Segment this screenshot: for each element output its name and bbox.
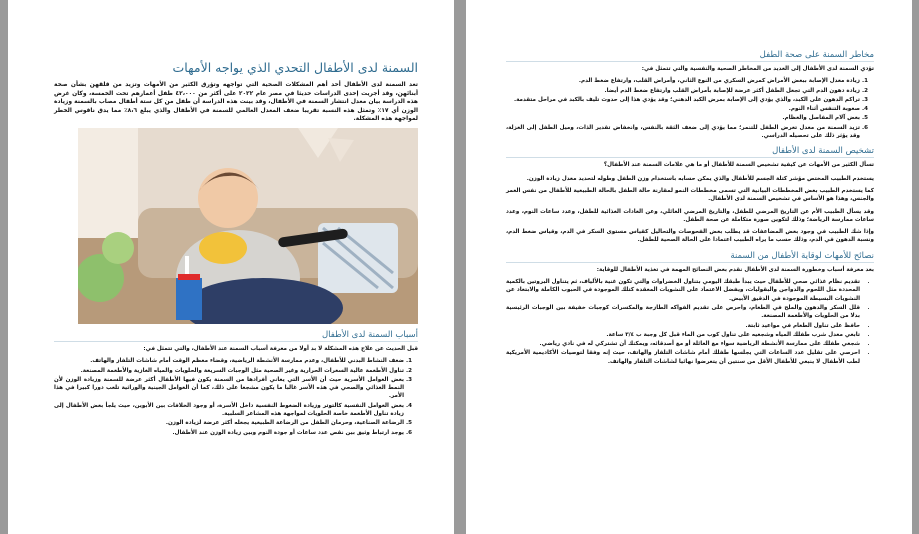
- cause-item: 2. تناول الأطعمة عالية السعرات الحرارية وغير الصحية مثل الوجبات السريعة والحلويات والمياه الغازية والأطعمة المصنعة.: [54, 367, 404, 375]
- risk-item: 6. تزيد السمنة من معدل تعرض الطفل للتنمر؛ مما يؤدي إلى ضعف الثقة بالنفس، وانخفاض تقدير الذات، وميل الطفل إلى العزلة، وقد يؤثر ذلك على تحصيله الدراسي.: [506, 124, 860, 141]
- diagnosis-paragraph: وإذا شك الطبيب في وجود بعض المضاعفات قد يطلب بعض الفحوصات والتحاليل كقياس مستوى السكر في الدم، وقياس ضغط الدم، ونسبة الدهون في الدم، وذلك حسب ما يراه الطبيب اعتمادا على الحالة الصحية للطفل.: [506, 229, 874, 244]
- photo-illustration: [78, 128, 418, 324]
- tip-item: • حافظ على تناول الطعام في مواعيد ثابتة.: [506, 322, 860, 330]
- risks-list: [506, 77, 874, 140]
- risk-item: 4. صعوبة التنفس أثناء النوم.: [506, 105, 860, 113]
- cause-item: 5. الرضاعة الصناعية، وحرمان الطفل من الرضاعة الطبيعية يجعله أكثر عرضة لزيادة الوزن.: [54, 419, 404, 427]
- tips-heading: نصائح للأمهات لوقاية الأطفال من السمنة: [506, 251, 874, 263]
- risk-item: 1. زيادة معدل الإصابة ببعض الأمراض كمرض السكري من النوع الثاني، وأمراض القلب، وارتفاع ضغط الدم.: [506, 77, 860, 85]
- risks-heading: مخاطر السمنة على صحة الطفل: [506, 50, 874, 62]
- risks-intro: تؤدي السمنة لدى الأطفال إلى العديد من المخاطر الصحية والنفسية والتي تتمثل في:: [641, 66, 874, 72]
- diagnosis-question: تسأل الكثير من الأمهات عن كيفية تشخيص السمنة للأطفال أو ما هي علامات السمنة عند الأطفال؟: [603, 162, 874, 169]
- right-page: [466, 0, 912, 534]
- tip-item: • تقديم نظام غذائي صحي للأطفال حيث يبدأ طبقك اليومي بتناول الخضراوات والتي تكون غنية بالألياف، ثم يتناول البروتين بالكمية المحددة مثل اللحوم والدواجن والبقوليات، ويفضل الاعتماد على النشويات المعقدة كتلك الموجودة في الحبوب الكاملة والابتعاد عن النشويات البسيطة الموجودة في الدقيق الأبيض.: [506, 278, 860, 303]
- cause-item: 4. بعض العوامل النفسية كالتوتر وزيادة الضغوط النفسية داخل الأسرة، أو وجود الخلافات بين الأبوين، حيث يلجأ بعض الأطفال إلى زيادة تناول الأطعمة خاصة الحلويات لمواجهة هذه المشاعر السلبية.: [54, 402, 404, 419]
- cause-item: 6. يوجد ارتباط وثيق بين نقص عدد ساعات أو جودة النوم وبين زيادة الوزن عند الأطفال.: [54, 429, 404, 437]
- tip-item: • قلل السكر والدهون والملح في الطعام، واحرص على تقديم الفواكه الطازجة والمكسرات كوجبات خفيفة بين الوجبات الرئيسية بدلا من الحلويات والأطعمة المصنعة.: [506, 304, 860, 321]
- cause-item: 1. ضعف النشاط البدني للأطفال، وعدم ممارسة الأنشطة الرياضية، وقضاء معظم الوقت أمام شاشات التلفاز والهاتف.: [54, 357, 404, 365]
- tip-item: • شجعي طفلك على ممارسة الأنشطة الرياضية سواء مع العائلة أو مع أصدقائه، ويمكنك أن تشتركي له في نادي رياضي.: [506, 340, 860, 348]
- causes-list: [54, 357, 418, 437]
- causes-intro: قبل الحديث عن علاج هذه المشكلة لا بد أولا من معرفة أسباب السمنة عند الأطفال، والتي تتمثل في:: [143, 345, 418, 352]
- cause-item: 3. بعض العوامل الأسرية حيث أن الأسر التي يعاني أفرادها من السمنة يكون فيها الأطفال أكثر عرضة للسمنة وزيادة الوزن لأن النمط الغذائي والصحي في هذه الأسر غالبا ما يكون مشجعا على ذلك، كما أن العوامل الجينية والوراثية تلعب دورا كبيرا في هذا الأمر.: [54, 376, 404, 401]
- diagnosis-paragraph: كما يستخدم الطبيب بعض المخططات البيانية التي تسمى مخططات النمو لمقارنة حالة الطفل بالحالة الطبيعية للأطفال من نفس العمر والجنس، وهذا هو الأساس في تشخيص السمنة لدى الأطفال.: [506, 187, 874, 203]
- page-title: السمنة لدى الأطفال التحدي الذي يواجه الأمهات: [172, 60, 418, 75]
- tips-list: [506, 278, 874, 366]
- risk-item: 5. بعض آلام المفاصل والعظام.: [506, 114, 860, 122]
- risk-item: 2. زيادة دهون الدم التي تجعل الطفل أكثر عرضة للإصابة بأمراض القلب وارتفاع ضغط الدم أيضا.: [506, 87, 860, 95]
- diagnosis-paragraph: يستخدم الطبيب المختص مؤشر كتلة الجسم للأطفال والذي يمكن حسابه باستخدام وزن الطفل وطوله لتحديد معدل زيادة الوزن.: [526, 175, 874, 182]
- diagnosis-heading: تشخيص السمنة لدى الأطفال: [506, 146, 874, 158]
- tip-item: • احرصي على تقليل عدد الساعات التي يجلسها طفلك أمام شاشات التلفاز والهاتف، حيث إنه وفقا لتوصيات الأكاديمية الأمريكية لطب الأطفال لا ينبغي للأطفال الأقل من سنتين أن يتعرضوا نهائيا لشاشات التلفاز والهاتف.: [506, 349, 860, 366]
- intro-paragraph: تعد السمنة لدى الأطفال أحد أهم المشكلات الصحية التي تواجهه وتؤرق الكثير من الأمهات وتزيد من قلقهن بشأن صحة أبنائهن، وقد أجريت إحدى الدراسات حديثا في مصر عام ٢٠٢٢ على أكثر من ٤٢،٠٠٠ طفل أعمارهم تحت الخمسة، وكان غرض هذه الدراسة بيان معدل انتشار السمنة في الأطفال، وقد بينت هذه الدراسة أن طفل من كل ستة أطفال مصاب بالسمنة وزيادة الوزن أي ١٧٪ وتمثل هذه النسبة تقريبا ضعف المعدل العالمي للسمنة في الأطفال والذي يبلغ ٨،٦٪ مما يدق ناقوس الخطر لمواجهة هذه المشكلة.: [54, 82, 419, 123]
- tip-item: • تابعي معدل شرب طفلك المياه وشجعيه على تناول كوب من الماء قبل كل وجبة ب ٣/٤ ساعة.: [506, 331, 860, 339]
- diagnosis-paragraph: وقد يسأل الطبيب الأم عن التاريخ المرضي للطفل، والتاريخ المرضي العائلي، وعن العادات الغذائية للطفل، وعدد ساعات النوم، وعدد ساعات ممارسة الرياضة؛ وذلك لتكوين صورة متكاملة عن صحة الطفل.: [506, 208, 874, 223]
- left-page: [8, 0, 454, 534]
- tips-intro: بعد معرفة أسباب وخطورة السمنة لدى الأطفال نقدم بعض النصائح المهمة في تغذية الأطفال للوقاية:: [596, 266, 874, 273]
- causes-heading: أسباب السمنة لدى الأطفال: [54, 330, 418, 342]
- child-eating-photo: [78, 128, 418, 324]
- risk-item: 3. تراكم الدهون على الكبد، والذي يؤدي إلى الإصابة بمرض الكبد الدهني؛ وقد يؤدي هذا إلى حدوث تليف بالكبد في مراحل متقدمة.: [506, 96, 860, 104]
